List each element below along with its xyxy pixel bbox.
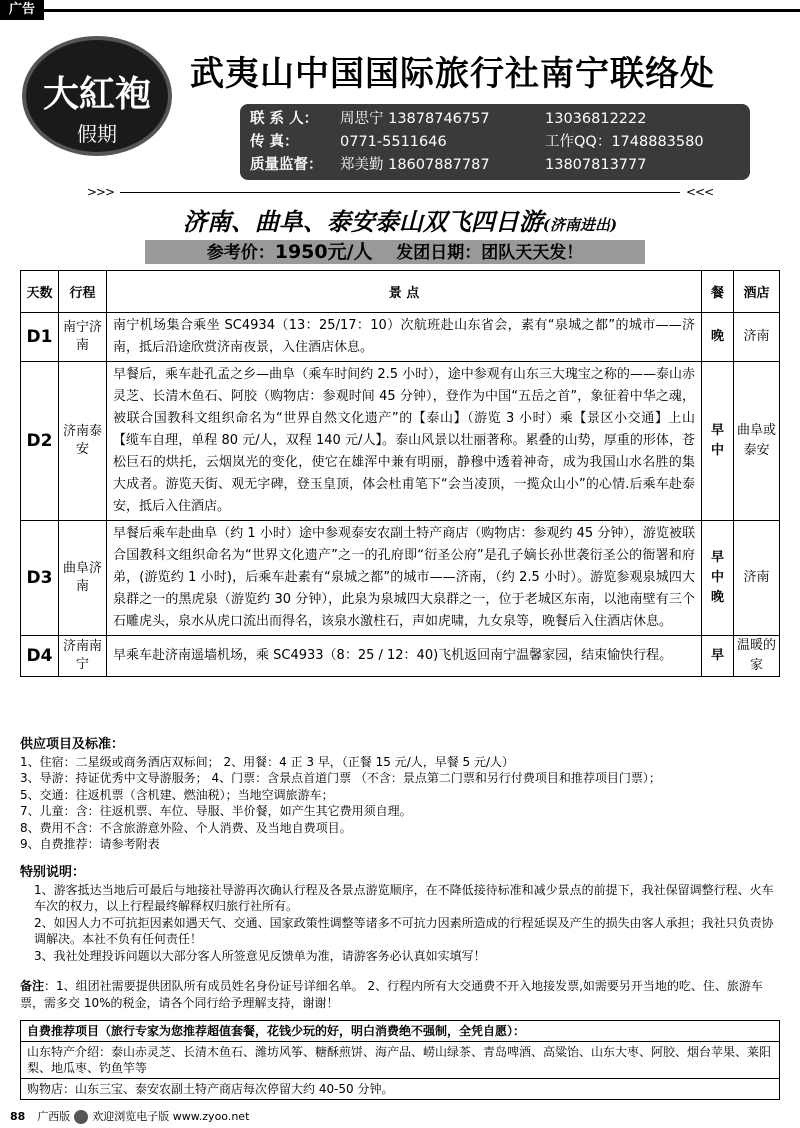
table-row xyxy=(21,521,780,636)
route-title xyxy=(0,202,800,237)
contact-value: 周思宁 13878746757 xyxy=(340,111,490,127)
special-title: 特别说明： xyxy=(20,865,86,880)
header-meal: 餐 xyxy=(702,271,734,313)
route-name: 济南、曲阜、泰安泰山双飞四日游 xyxy=(182,207,543,236)
row-meal: 早中晚 xyxy=(702,521,734,636)
price-label: 参考价： xyxy=(206,243,275,263)
price-value: 1950元/人 xyxy=(274,241,373,263)
header-hotel: 酒店 xyxy=(734,271,780,313)
header-day: 天数 xyxy=(21,271,59,313)
price-bar xyxy=(145,240,645,264)
row-meal: 早 xyxy=(702,636,734,677)
itinerary-table xyxy=(20,270,780,677)
contact-value: 郑美勤 18607887787 xyxy=(340,157,490,173)
row-location: 曲阜济南 xyxy=(59,521,107,636)
row-description: 早餐后乘车赴曲阜（约 1 小时）途中参观泰安农副土特产商店（购物店：参观约 45 分钟），游览被联合国教科文组织命名为“世界文化遗产”之一的孔府即“衍圣公府”是孔子嫡长孙世袭衍圣公的衙署和府弟，(游览约 1 小时)，后乘车赴素有“泉城之都”的城市——济南，（约 2.5 小时）。游览参观泉城四大泉群之一的黑虎泉（游览约 30 分钟），此泉为泉城四大泉群之一，位于老城区东南，以池南壁有三个石雕虎头，泉水从虎口流出而得名，该泉水激柱石，声如虎啸，九女泉等，晚餐后入住酒店休息。 xyxy=(107,521,702,636)
notes-text: ：1、组团社需要提供团队所有成员姓名身份证号详细名单。 2、行程内所有大交通费不开入地接发票,如需要另开当地的吃、住、旅游车票，需多交 10%的税金，请各个同行给予理解支持，谢谢！ xyxy=(20,979,763,1010)
row-hotel: 曲阜或泰安 xyxy=(734,362,780,521)
special-item: 2、如因人力不可抗拒因素如遇天气、交通、国家政策性调整等诸多不可抗力因素所造成的行程延误及产生的损失由客人承担；我社只负责协调解决。本社不负有任何责任！ xyxy=(34,915,774,946)
logo xyxy=(22,36,172,156)
page-number: 88 xyxy=(10,1110,26,1123)
special-section xyxy=(20,865,780,964)
supply-item: 3、导游：持证优秀中文导游服务； 4、门票：含景点首道门票 （不含：景点第二门票和另行付费项目和推荐项目门票）； xyxy=(20,771,661,785)
supply-section xyxy=(20,737,780,853)
row-day: D1 xyxy=(21,313,59,362)
self-pay-title: 自费推荐项目（旅行专家为您推荐超值套餐，花钱少玩的好，明白消费绝不强制，全凭自愿）： xyxy=(21,1021,779,1042)
table-row xyxy=(21,636,780,677)
logo-badge-icon xyxy=(74,1110,88,1124)
contact-key: 联 系 人： xyxy=(250,111,319,127)
company-title: 武夷山中国国际旅行社南宁联络处 xyxy=(190,54,715,94)
departure-info: 发团日期：团队天天发！ xyxy=(396,243,584,263)
row-location: 济南泰安 xyxy=(59,362,107,521)
contact-right: 13807813777 xyxy=(545,157,647,173)
row-description: 早餐后，乘车赴孔孟之乡—曲阜（乘车时间约 2.5 小时），途中参观有山东三大瑰宝之称的——泰山赤灵芝、长清木鱼石、阿胶（购物店：参观时间 45 分钟），登作为中国“五岳之首”，象征着中华之魂，被联合国教科文组织命名为“世界自然文化遗产”的【泰山】（游览 3 小时）乘【景区小交通】上山【缆车自理，单程 80 元/人，双程 140 元/人】。泰山风景以壮丽著称。累叠的山势，厚重的形体，苍松巨石的烘托，云烟岚光的变化，使它在雄浑中兼有明丽，静穆中透着神奇，成为我国山水名胜的集大成者。游览天街、观无字碑，登玉皇顶，体会杜甫笔下“会当凌顶，一揽众山小”的心情.后乘车赴泰安，抵后入住酒店。 xyxy=(107,362,702,521)
row-day: D2 xyxy=(21,362,59,521)
row-meal: 早中 xyxy=(702,362,734,521)
supply-title: 供应项目及标准： xyxy=(20,737,125,752)
supply-item: 8、费用不含：不含旅游意外险、个人消费、及当地自费项目。 xyxy=(20,820,352,835)
contact-box xyxy=(240,104,750,180)
table-header-row xyxy=(21,271,780,313)
special-item: 3、我社处理投诉问题以大部分客人所签意见反馈单为准，请游客务必认真如实填写！ xyxy=(34,948,486,963)
logo-line2: 假期 xyxy=(77,122,117,146)
ad-tag: 广告 xyxy=(0,0,44,20)
divider-right: <<< xyxy=(686,185,714,199)
supply-item: 7、儿童：含：往返机票、车位、导服、半价餐，如产生其它费用须自理。 xyxy=(20,804,412,818)
row-hotel: 济南 xyxy=(734,313,780,362)
edition: 广西版 xyxy=(37,1110,71,1123)
header-sights: 景 点 xyxy=(107,271,702,313)
logo-line1: 大紅袍 xyxy=(42,73,151,115)
row-location: 济南南宁 xyxy=(59,636,107,677)
contact-row-person xyxy=(250,108,740,131)
row-day: D3 xyxy=(21,521,59,636)
row-location: 南宁济南 xyxy=(59,313,107,362)
contact-key: 传 真： xyxy=(250,134,299,150)
contact-row-supervision xyxy=(250,154,740,177)
footer-link[interactable]: 欢迎浏览电子版 www.zyoo.net xyxy=(92,1110,250,1123)
table-row xyxy=(21,313,780,362)
notes xyxy=(20,978,780,1011)
divider xyxy=(0,185,800,199)
notes-label: 备注 xyxy=(20,979,45,993)
self-pay-box xyxy=(20,1020,780,1100)
supply-item: 9、自费推荐：请参考附表 xyxy=(20,837,160,851)
divider-left: >>> xyxy=(86,185,114,199)
row-description: 南宁机场集合乘坐 SC4934（13：25/17：10）次航班赴山东省会，素有“泉城之都”的城市——济南，抵后沿途欣赏济南夜景，入住酒店休息。 xyxy=(107,313,702,362)
footer xyxy=(10,1108,249,1124)
contact-right: 13036812222 xyxy=(545,111,647,127)
contact-key: 质量监督： xyxy=(250,157,323,173)
row-hotel: 济南 xyxy=(734,521,780,636)
row-meal: 晚 xyxy=(702,313,734,362)
shops-info: 购物店：山东三宝、泰安农副土特产商店每次停留大约 40-50 分钟。 xyxy=(27,1082,394,1096)
top-rule xyxy=(44,9,800,12)
notes-section xyxy=(20,978,780,1011)
divider-line xyxy=(120,192,680,193)
row-hotel: 温暖的家 xyxy=(734,636,780,677)
special-item: 1、游客抵达当地后可最后与地接社导游再次确认行程及各景点游览顺序，在不降低接待标准和减少景点的前提下，我社保留调整行程、火车车次的权力，以上行程最终解释权归旅行社所有。 xyxy=(34,882,774,913)
header-route: 行程 xyxy=(59,271,107,313)
supply-item: 1、住宿：二星级或商务酒店双标间； 2、用餐：4 正 3 早，（正餐 15 元/人，早餐 5 元/人） xyxy=(20,754,515,769)
row-description: 早乘车赴济南遥墙机场，乘 SC4933（8：25 / 12：40)飞机返回南宁温馨家园，结束愉快行程。 xyxy=(107,636,702,677)
contact-row-fax xyxy=(250,131,740,154)
contact-right: 工作QQ：1748883580 xyxy=(545,134,704,150)
route-note: (济南进出) xyxy=(542,216,618,234)
table-row xyxy=(21,362,780,521)
row-day: D4 xyxy=(21,636,59,677)
contact-value: 0771-5511646 xyxy=(340,134,447,150)
supply-item: 5、交通：往返机票（含机建、燃油税）；当地空调旅游车； xyxy=(20,787,334,802)
specialty-intro: 山东特产介绍：泰山赤灵芝、长清木鱼石、潍坊风筝、糖酥煎饼、海产品、崂山绿茶、青岛啤酒、高粱饴、山东大枣、阿胶、烟台苹果、莱阳梨、地瓜枣、钓鱼竿等 xyxy=(21,1042,779,1079)
